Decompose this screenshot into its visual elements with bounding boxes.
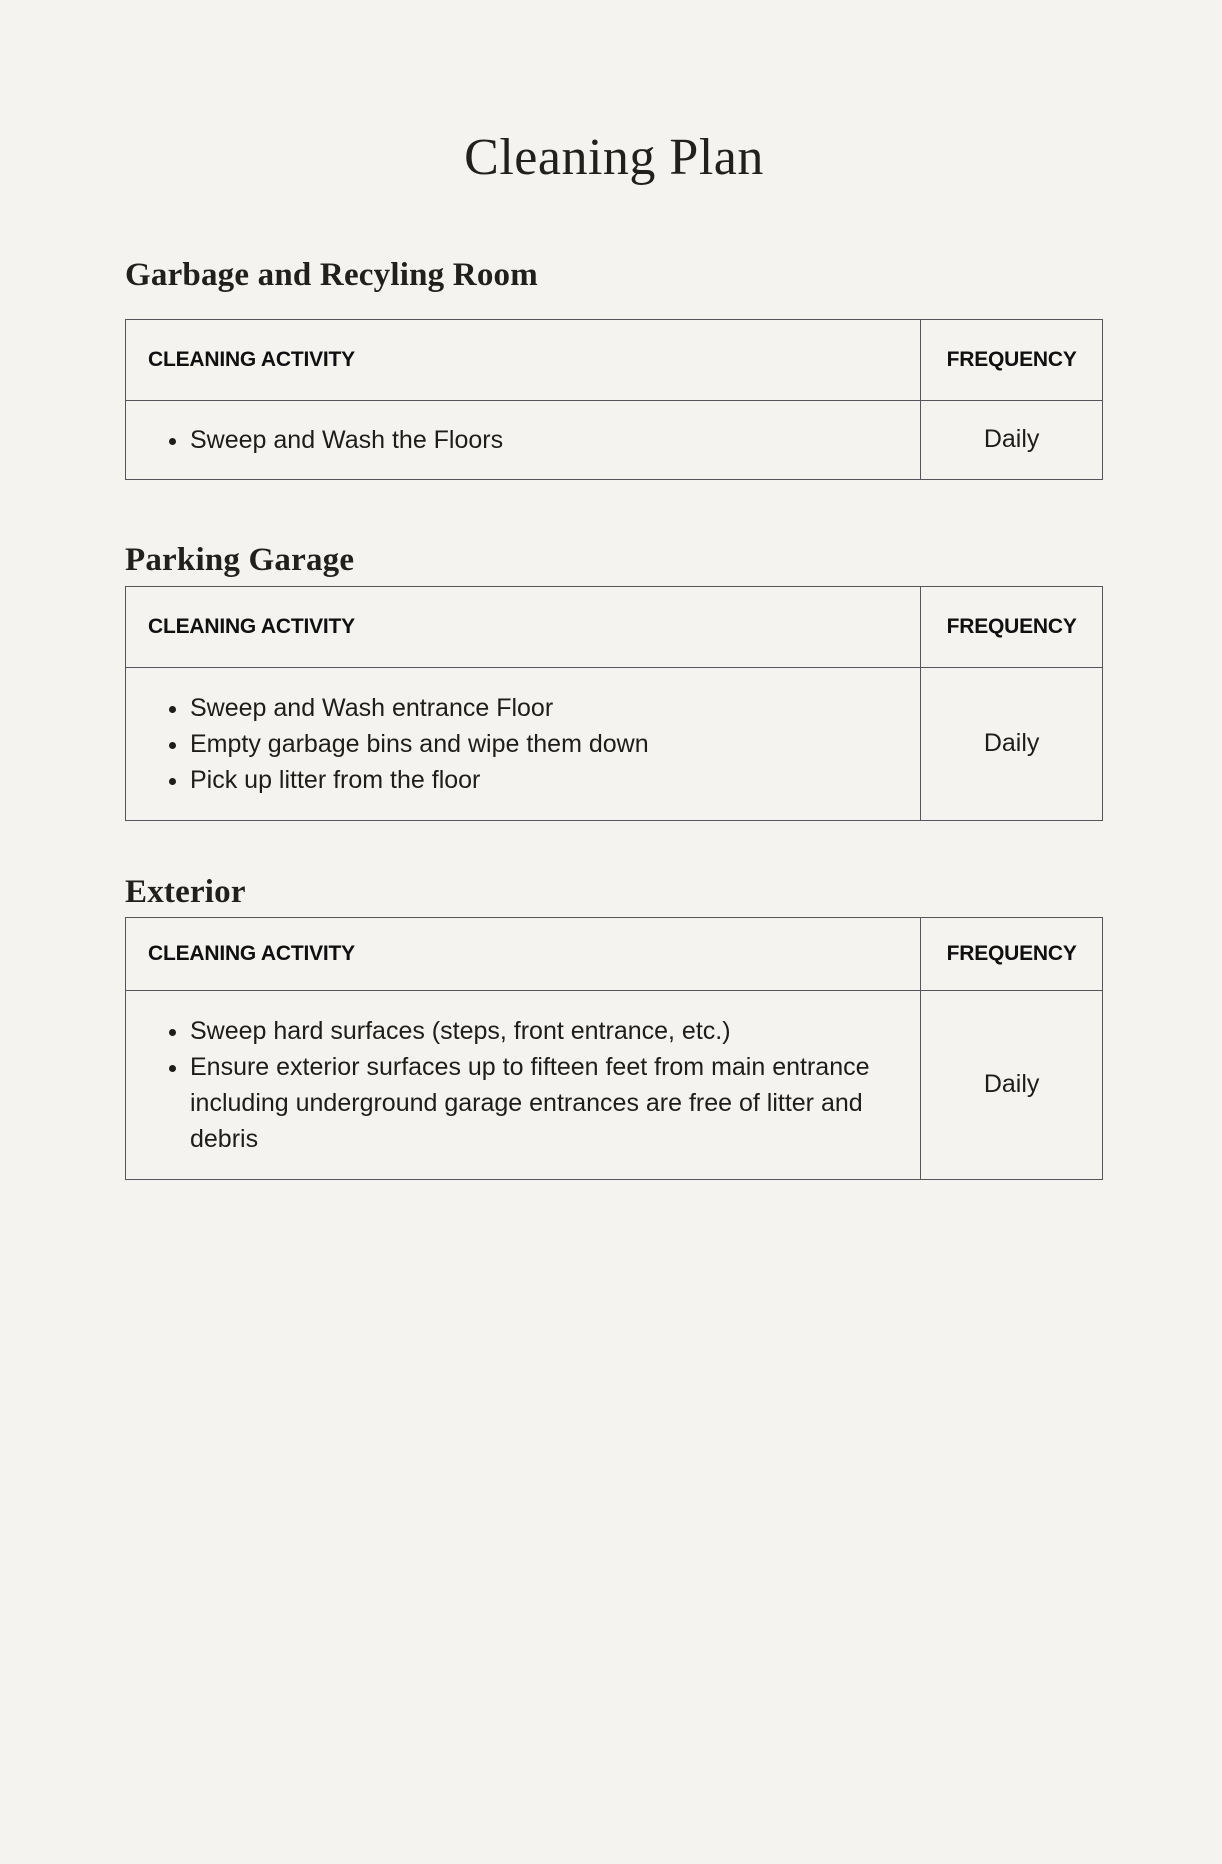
cleaning-activity-header: CLEANING ACTIVITY xyxy=(126,586,921,667)
activity-list xyxy=(126,422,900,458)
section-parking-garage xyxy=(125,540,1103,821)
frequency-header: FREQUENCY xyxy=(921,917,1103,990)
activity-item: • Ensure exterior surfaces up to fifteen feet from main entrance including underground garage entrances are free of litter and debris xyxy=(190,1049,900,1157)
table-header-row xyxy=(126,586,1103,667)
activity-list xyxy=(126,690,900,798)
table-row xyxy=(126,990,1103,1179)
frequency-header: FREQUENCY xyxy=(921,586,1103,667)
activity-item: • Sweep and Wash the Floors xyxy=(190,422,900,458)
activity-cell xyxy=(126,667,921,820)
section-heading: Exterior xyxy=(125,873,246,910)
table-row xyxy=(126,667,1103,820)
section-exterior xyxy=(125,872,1103,1180)
cleaning-table xyxy=(125,319,1103,480)
activity-item: • Sweep hard surfaces (steps, front entrance, etc.) xyxy=(190,1013,900,1049)
cleaning-table xyxy=(125,917,1103,1180)
cleaning-activity-header: CLEANING ACTIVITY xyxy=(126,917,921,990)
frequency-value: Daily xyxy=(921,667,1103,820)
page-title: Cleaning Plan xyxy=(464,129,764,186)
table-row xyxy=(126,400,1103,479)
section-heading: Garbage and Recyling Room xyxy=(125,256,538,293)
activity-cell xyxy=(126,400,921,479)
frequency-header: FREQUENCY xyxy=(921,319,1103,400)
cleaning-table xyxy=(125,586,1103,821)
section-garbage-room xyxy=(125,255,1103,480)
activity-item: • Sweep and Wash entrance Floor xyxy=(190,690,900,726)
table-header-row xyxy=(126,319,1103,400)
cleaning-activity-header: CLEANING ACTIVITY xyxy=(126,319,921,400)
frequency-value: Daily xyxy=(921,400,1103,479)
document-page xyxy=(125,0,1103,1180)
table-header-row xyxy=(126,917,1103,990)
activity-item: • Empty garbage bins and wipe them down xyxy=(190,726,900,762)
section-heading: Parking Garage xyxy=(125,541,355,578)
activity-item: • Pick up litter from the floor xyxy=(190,762,900,798)
activity-list xyxy=(126,1013,900,1157)
frequency-value: Daily xyxy=(921,990,1103,1179)
activity-cell xyxy=(126,990,921,1179)
